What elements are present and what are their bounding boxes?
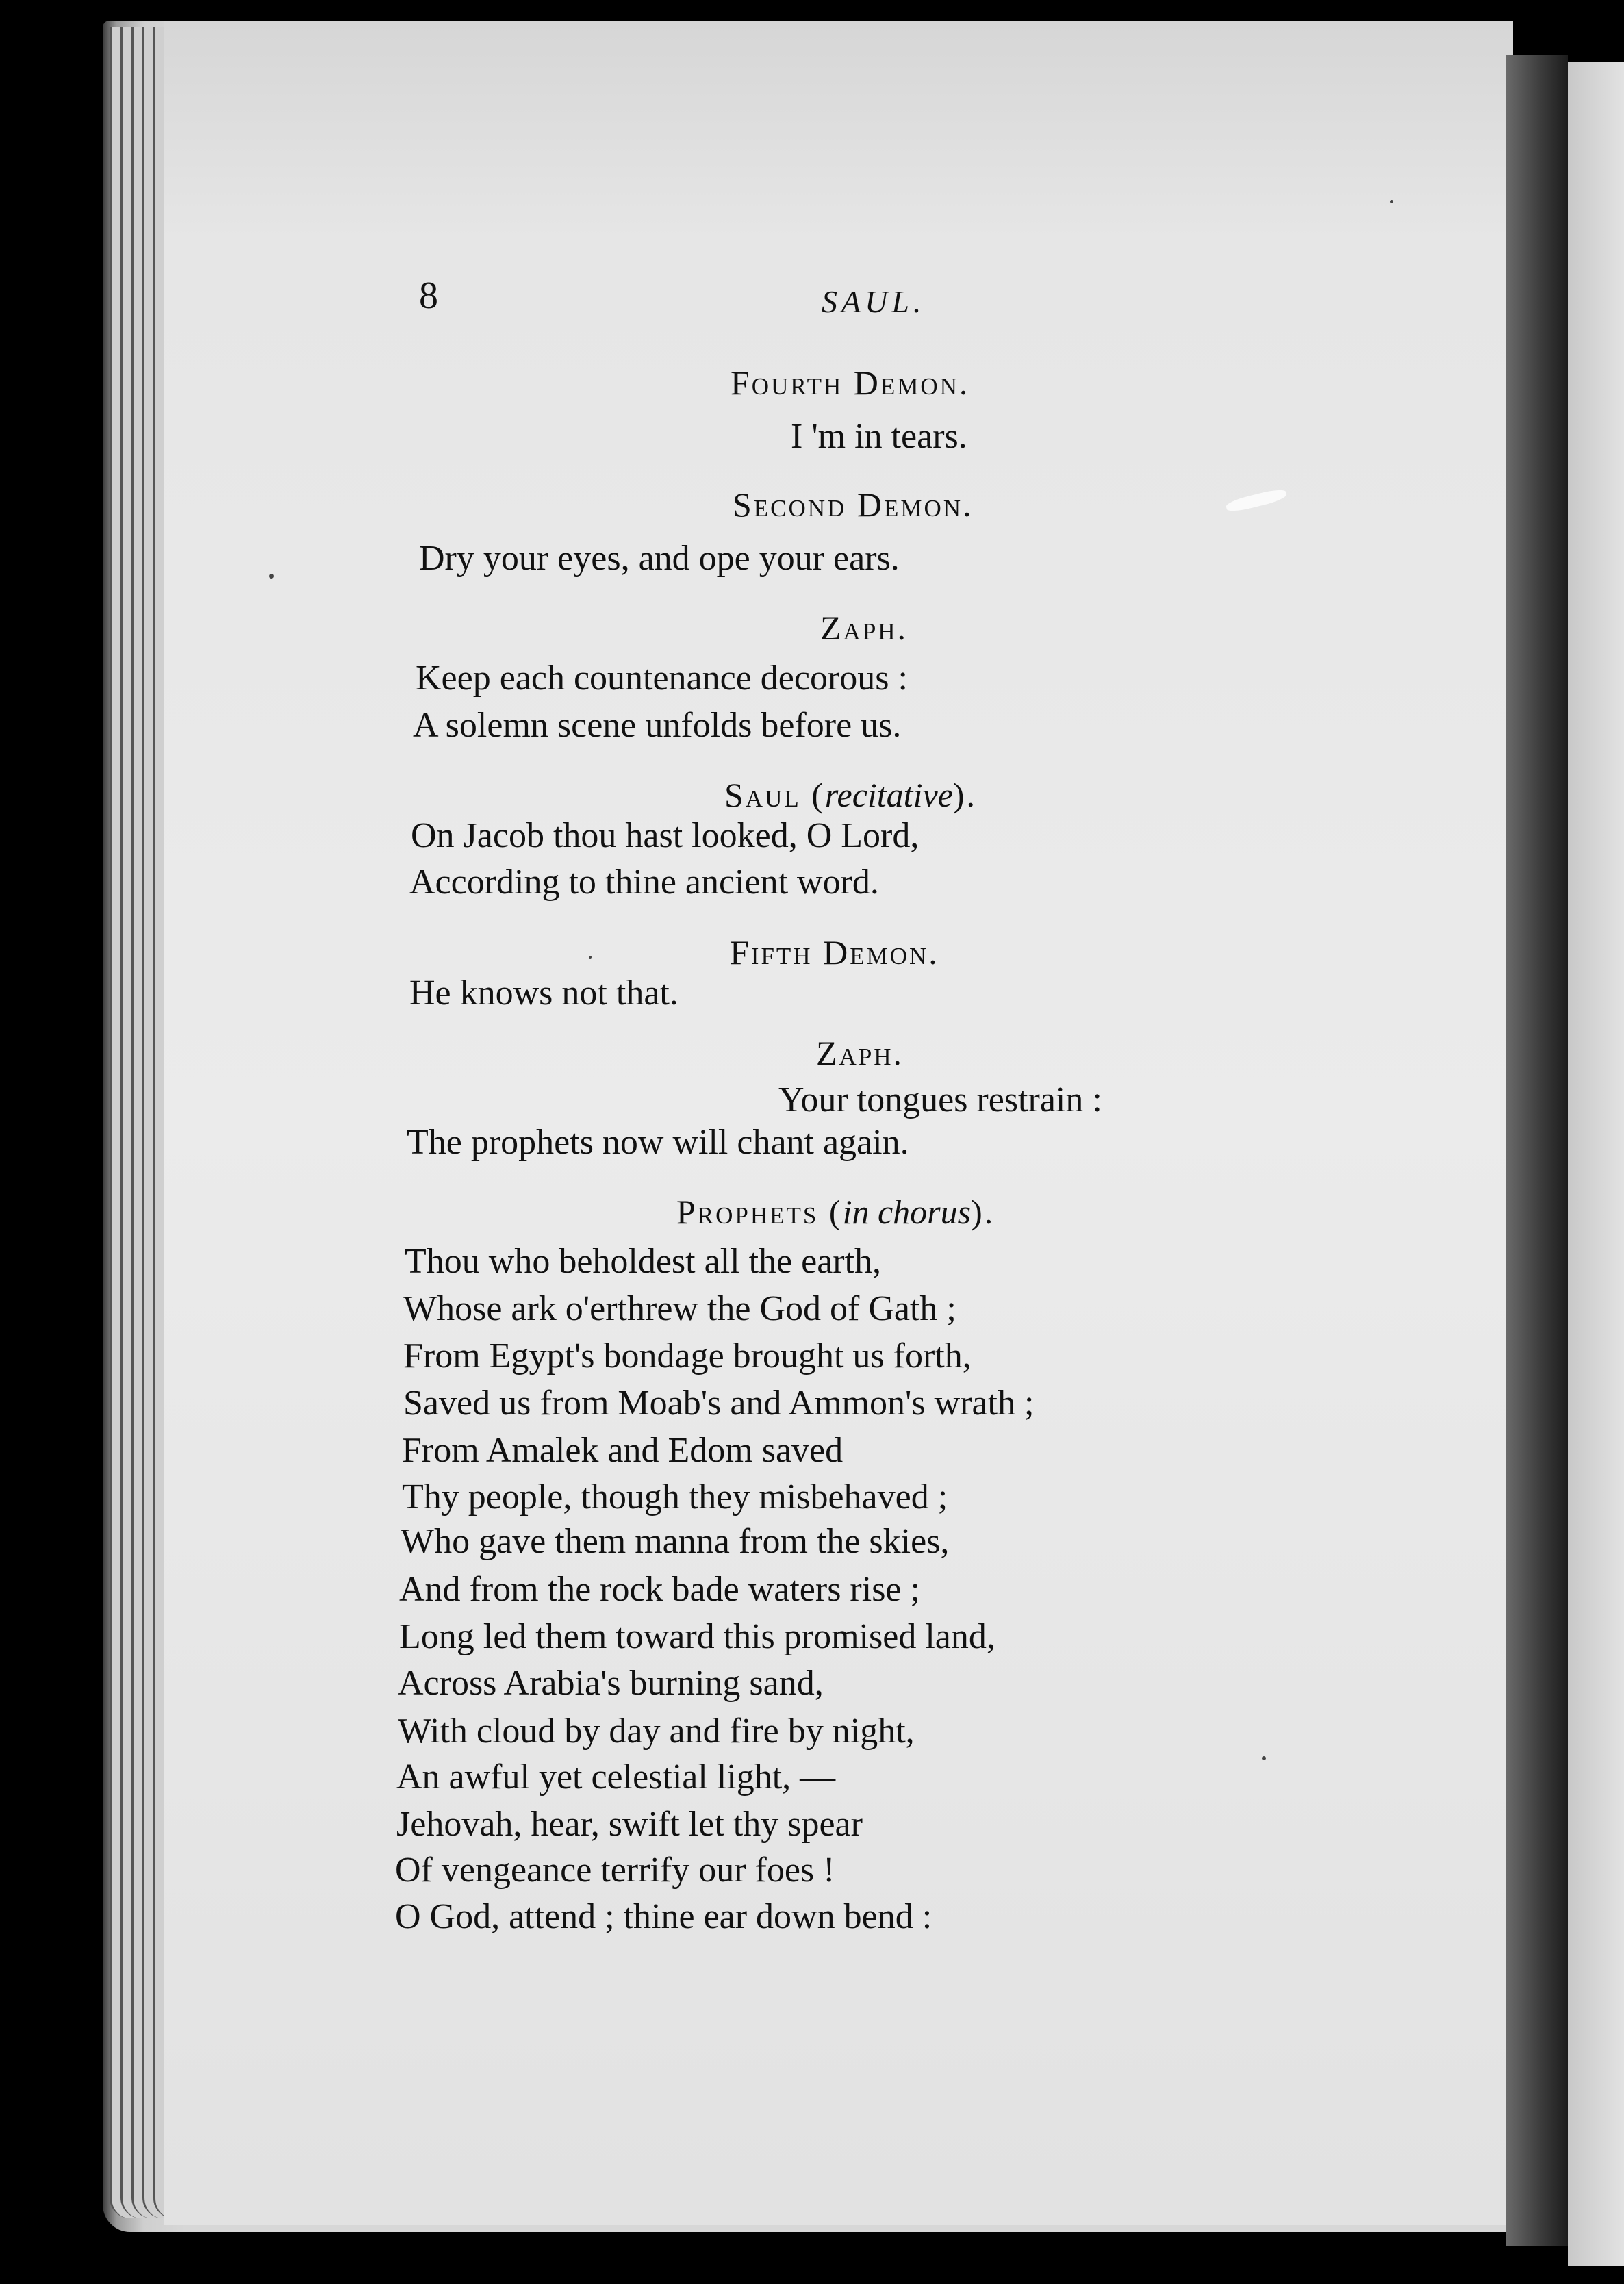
verse-line: Whose ark o'erthrew the God of Gath ; [403,1289,956,1328]
verse-line: He knows not that. [409,974,678,1013]
speaker-name: Saul [724,776,801,814]
stage-direction: in chorus [842,1193,972,1231]
speaker-heading: Prophets (in chorus). [676,1193,995,1231]
facing-page-edge [1568,62,1624,2266]
verse-line: An awful yet celestial light, — [396,1758,836,1797]
stage-direction: recitative [824,776,953,814]
verse-line: O God, attend ; thine ear down bend : [395,1897,932,1936]
speaker-name: Second Demon. [733,485,974,524]
verse-line: From Egypt's bondage brought us forth, [403,1336,972,1375]
verse-line: Who gave them manna from the skies, [401,1522,950,1561]
page-number: 8 [419,275,438,317]
speaker-heading [733,487,974,522]
verse-line: On Jacob thou hast looked, O Lord, [411,816,919,855]
speaker-heading: Saul (recitative). [724,776,978,814]
speaker-heading [816,1036,904,1070]
verse-line: Jehovah, hear, swift let thy spear [396,1805,863,1844]
verse-line: Across Arabia's burning sand, [398,1664,824,1703]
verse-line: Saved us from Moab's and Ammon's wrath ; [403,1384,1035,1423]
verse-line: With cloud by day and fire by night, [398,1712,915,1751]
speaker-heading [730,933,939,972]
speaker-heading [731,366,969,400]
dust-speck [1262,1756,1266,1760]
verse-line: Of vengeance terrify our foes ! [395,1851,835,1890]
running-title: SAUL. [822,284,926,319]
speaker-name: Fifth Demon. [730,933,939,972]
verse-line: Keep each countenance decorous : [416,659,908,698]
verse-line: Long led them toward this promised land, [399,1617,995,1656]
verse-line: According to thine ancient word. [409,863,879,902]
speaker-heading [820,611,908,645]
dust-speck [1390,200,1393,203]
dust-speck [269,574,274,579]
dust-speck [589,956,592,959]
gutter-shadow [1506,55,1568,2246]
verse-line: From Amalek and Edom saved [402,1431,843,1470]
speaker-name: Prophets [676,1193,819,1231]
verse-line: A solemn scene unfolds before us. [413,706,902,745]
verse-line: Dry your eyes, and ope your ears. [419,539,900,578]
speaker-name: Zaph. [816,1034,904,1072]
verse-line: Your tongues restrain : [778,1080,1102,1119]
speaker-name: Zaph. [820,609,909,647]
verse-line: Thou who beholdest all the earth, [405,1242,882,1281]
verse-line: And from the rock bade waters rise ; [399,1570,920,1609]
verse-line: Thy people, though they misbehaved ; [402,1477,948,1517]
speaker-name: Fourth Demon. [731,364,970,402]
verse-line: I 'm in tears. [791,417,967,456]
verse-line: The prophets now will chant again. [407,1123,909,1162]
